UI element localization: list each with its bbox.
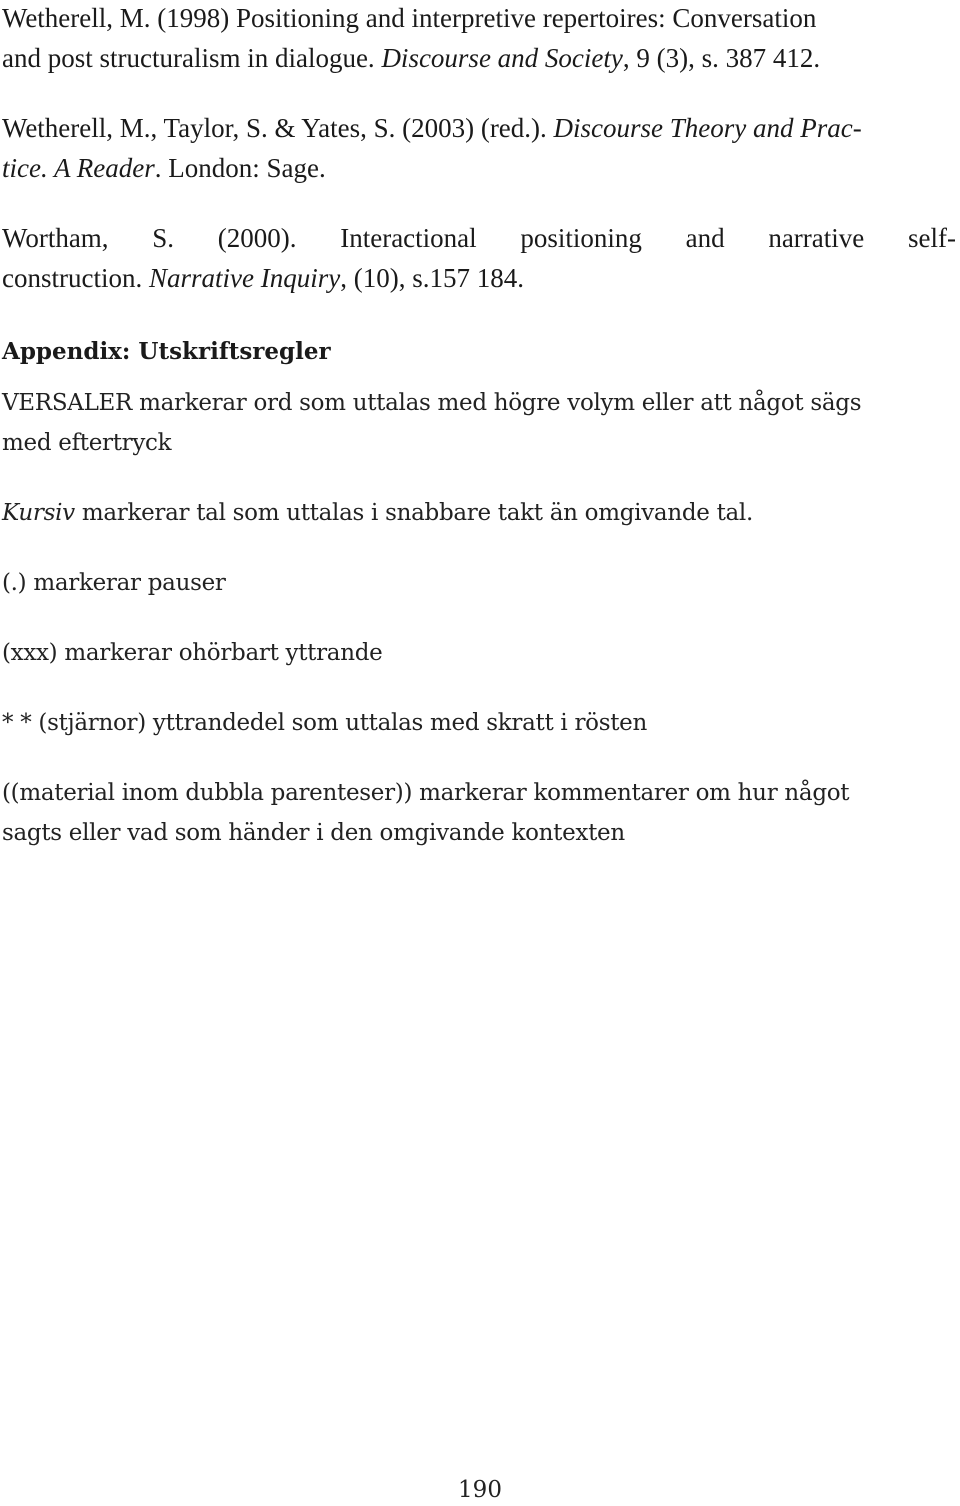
journal-title: Discourse and Society: [381, 43, 623, 73]
appendix-heading: Appendix: Utskriftsregler: [2, 338, 331, 365]
reference-line: construction. Narrative Inquiry, (10), s.157 184.: [2, 263, 524, 293]
italic-term: Kursiv: [2, 500, 75, 526]
reference-line: and post structuralism in dialogue. Discourse and Society, 9 (3), s. 387 412.: [2, 43, 821, 73]
book-title: Discourse Theory and Prac-: [553, 113, 862, 143]
page-number: 190: [458, 1477, 502, 1503]
rule-kursiv: Kursiv markerar tal som uttalas i snabbare takt än omgivande tal.: [2, 500, 753, 526]
reference-line: Wetherell, M., Taylor, S. & Yates, S. (2003) (red.). Discourse Theory and Prac-: [2, 113, 862, 143]
reference-wetherell-2003: [2, 108, 956, 188]
rule-skratt: * * (stjärnor) yttrandedel som uttalas med skratt i rösten: [2, 710, 647, 736]
reference-line: Wetherell, M. (1998) Positioning and interpretive repertoires: Conversation: [2, 3, 817, 33]
reference-line: tice. A Reader. London: Sage.: [2, 153, 326, 183]
journal-title: Narrative Inquiry: [148, 263, 341, 293]
rule-ohorbart: (xxx) markerar ohörbart yttrande: [2, 640, 383, 666]
rule-kommentarer: ((material inom dubbla parenteser)) markerar kommentarer om hur något sagts eller vad som händer i den omgivande kontexten: [2, 780, 850, 846]
reference-line: Wortham, S. (2000). Interactional positioning and narrative self-: [2, 223, 956, 253]
book-title: tice. A Reader: [2, 153, 155, 183]
rule-pauser: (.) markerar pauser: [2, 570, 226, 596]
rule-versaler: VERSALER markerar ord som uttalas med högre volym eller att något sägs med eftertryck: [2, 390, 862, 456]
reference-wetherell-1998: [2, 0, 956, 78]
reference-wortham-2000: [2, 218, 956, 298]
